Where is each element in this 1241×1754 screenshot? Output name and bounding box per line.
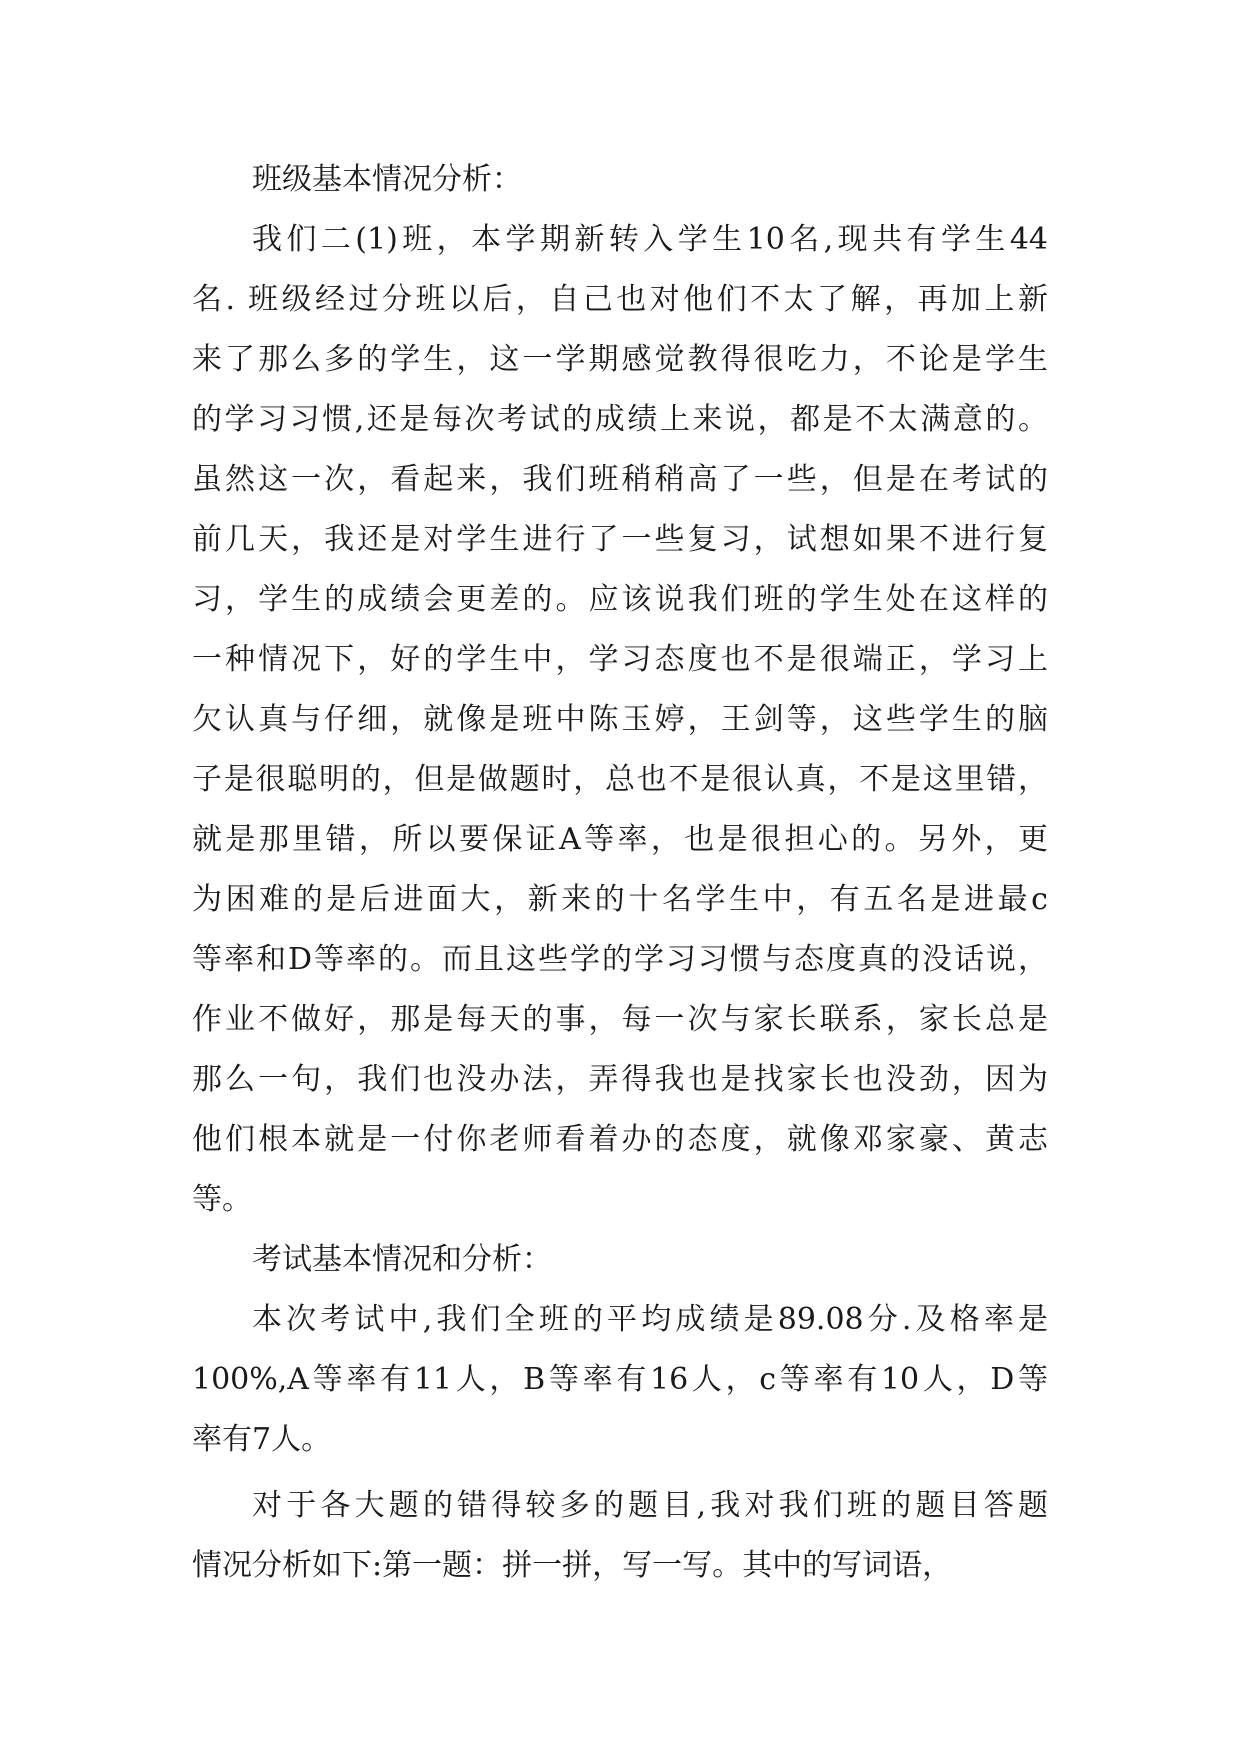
paragraph-line: 虽然这一次，看起来，我们班稍稍高了一些，但是在考试的 xyxy=(192,462,1048,497)
paragraph-line: 一种情况下，好的学生中，学习态度也不是很端正，学习上 xyxy=(192,642,1048,677)
paragraph-line: 作业不做好，那是每天的事，每一次与家长联系，家长总是 xyxy=(192,1002,1048,1037)
paragraph-line: 那么一句，我们也没办法，弄得我也是找家长也没劲，因为 xyxy=(192,1062,1048,1097)
paragraph-line: 等。 xyxy=(192,1182,252,1217)
paragraph-line: 来了那么多的学生，这一学期感觉教得很吃力，不论是学生 xyxy=(192,342,1048,377)
paragraph-line: 名. 班级经过分班以后，自己也对他们不太了解，再加上新 xyxy=(192,282,1048,317)
paragraph-line: 欠认真与仔细，就像是班中陈玉婷，王剑等，这些学生的脑 xyxy=(192,702,1048,737)
paragraph-line: 子是很聪明的，但是做题时，总也不是很认真，不是这里错， xyxy=(192,762,1048,797)
section-heading-exam-analysis: 考试基本情况和分析： xyxy=(252,1242,552,1277)
paragraph-line: 率有7人。 xyxy=(192,1422,332,1457)
paragraph-line: 他们根本就是一付你老师看着办的态度，就像邓家豪、黄志 xyxy=(192,1122,1048,1157)
paragraph-line: 我们二(1)班，本学期新转入学生10名,现共有学生44 xyxy=(252,222,1048,257)
section-heading-class-analysis: 班级基本情况分析： xyxy=(252,162,522,197)
paragraph-line: 本次考试中,我们全班的平均成绩是89.08分.及格率是 xyxy=(252,1302,1048,1337)
paragraph-line: 习，学生的成绩会更差的。应该说我们班的学生处在这样的 xyxy=(192,582,1048,617)
paragraph-line: 就是那里错，所以要保证A等率，也是很担心的。另外，更 xyxy=(192,822,1048,857)
paragraph-line: 100%,A等率有11人，B等率有16人，c等率有10人，D等 xyxy=(192,1362,1048,1397)
paragraph-line: 等率和D等率的。而且这些学的学习习惯与态度真的没话说， xyxy=(192,942,1048,977)
document-page xyxy=(192,150,1048,1596)
paragraph-line: 情况分析如下:第一题：拼一拼，写一写。其中的写词语， xyxy=(192,1548,953,1583)
paragraph-line: 的学习习惯,还是每次考试的成绩上来说，都是不太满意的。 xyxy=(192,402,1048,437)
paragraph-line: 为困难的是后进面大，新来的十名学生中，有五名是进最c xyxy=(192,882,1048,917)
paragraph-line: 前几天，我还是对学生进行了一些复习，试想如果不进行复 xyxy=(192,522,1048,557)
paragraph-line: 对于各大题的错得较多的题目,我对我们班的题目答题 xyxy=(252,1488,1048,1523)
